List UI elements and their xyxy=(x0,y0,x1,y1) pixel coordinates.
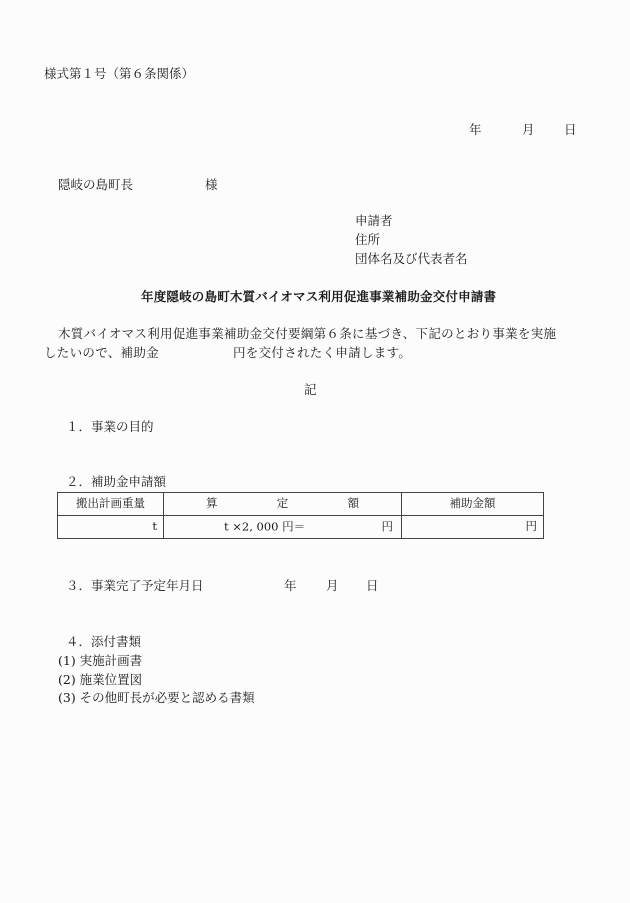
applicant-org-label: 団体名及び代表者名 xyxy=(355,251,468,266)
completion-month-label: 月 xyxy=(326,578,339,593)
addressee-name: 隠岐の島町長 xyxy=(58,177,134,192)
header-weight: 搬出計画重量 xyxy=(58,493,164,516)
calc-formula: t ×2, 000 円＝ xyxy=(224,519,306,534)
attachment-item: (1) 実施計画書 xyxy=(58,653,143,668)
section-2-title: ２．補助金申請額 xyxy=(66,474,167,489)
table-header-row xyxy=(58,493,544,516)
section-1-title: １．事業の目的 xyxy=(66,419,154,434)
form-number: 様式第１号（第６条関係） xyxy=(44,66,195,81)
attachment-item: (2) 施業位置図 xyxy=(58,672,143,687)
applicant-address-label: 住所 xyxy=(355,232,381,247)
calc-unit: 円 xyxy=(381,519,393,534)
header-calc-char-2: 定 xyxy=(276,496,289,511)
subsidy-amount-cell[interactable] xyxy=(402,516,544,539)
completion-year-label: 年 xyxy=(284,578,297,593)
body-line-2a: したいので、補助金 xyxy=(44,345,159,360)
addressee-honorific: 様 xyxy=(205,177,218,192)
attachment-item: (3) その他町長が必要と認める書類 xyxy=(58,690,255,705)
section-3-title: ３．事業完了予定年月日 xyxy=(66,578,204,593)
body-line-1: 木質バイオマス利用促進事業補助金交付要綱第６条に基づき、下記のとおり事業を実施 xyxy=(58,326,557,341)
date-year-label: 年 xyxy=(469,122,482,137)
completion-day-label: 日 xyxy=(366,578,379,593)
table-row xyxy=(58,516,544,539)
section-4-title: ４．添付書類 xyxy=(66,634,142,649)
header-calculated-amount xyxy=(164,493,402,516)
subsidy-amount-table xyxy=(57,492,544,539)
header-calc-char-3: 額 xyxy=(347,496,360,511)
header-calc-char-1: 算 xyxy=(205,496,218,511)
weight-cell[interactable] xyxy=(58,516,164,539)
weight-unit: t xyxy=(152,519,157,534)
calculated-amount-cell[interactable] xyxy=(164,516,402,539)
document-title: 年度隠岐の島町木質バイオマス利用促進事業補助金交付申請書 xyxy=(141,289,497,304)
body-line-2b: 円を交付されたく申請します。 xyxy=(233,345,412,360)
applicant-label: 申請者 xyxy=(355,213,393,228)
date-month-label: 月 xyxy=(522,122,535,137)
subsidy-unit: 円 xyxy=(525,519,537,534)
date-day-label: 日 xyxy=(564,122,577,137)
header-subsidy-amount: 補助金額 xyxy=(402,493,544,516)
ki-heading: 記 xyxy=(304,382,317,397)
